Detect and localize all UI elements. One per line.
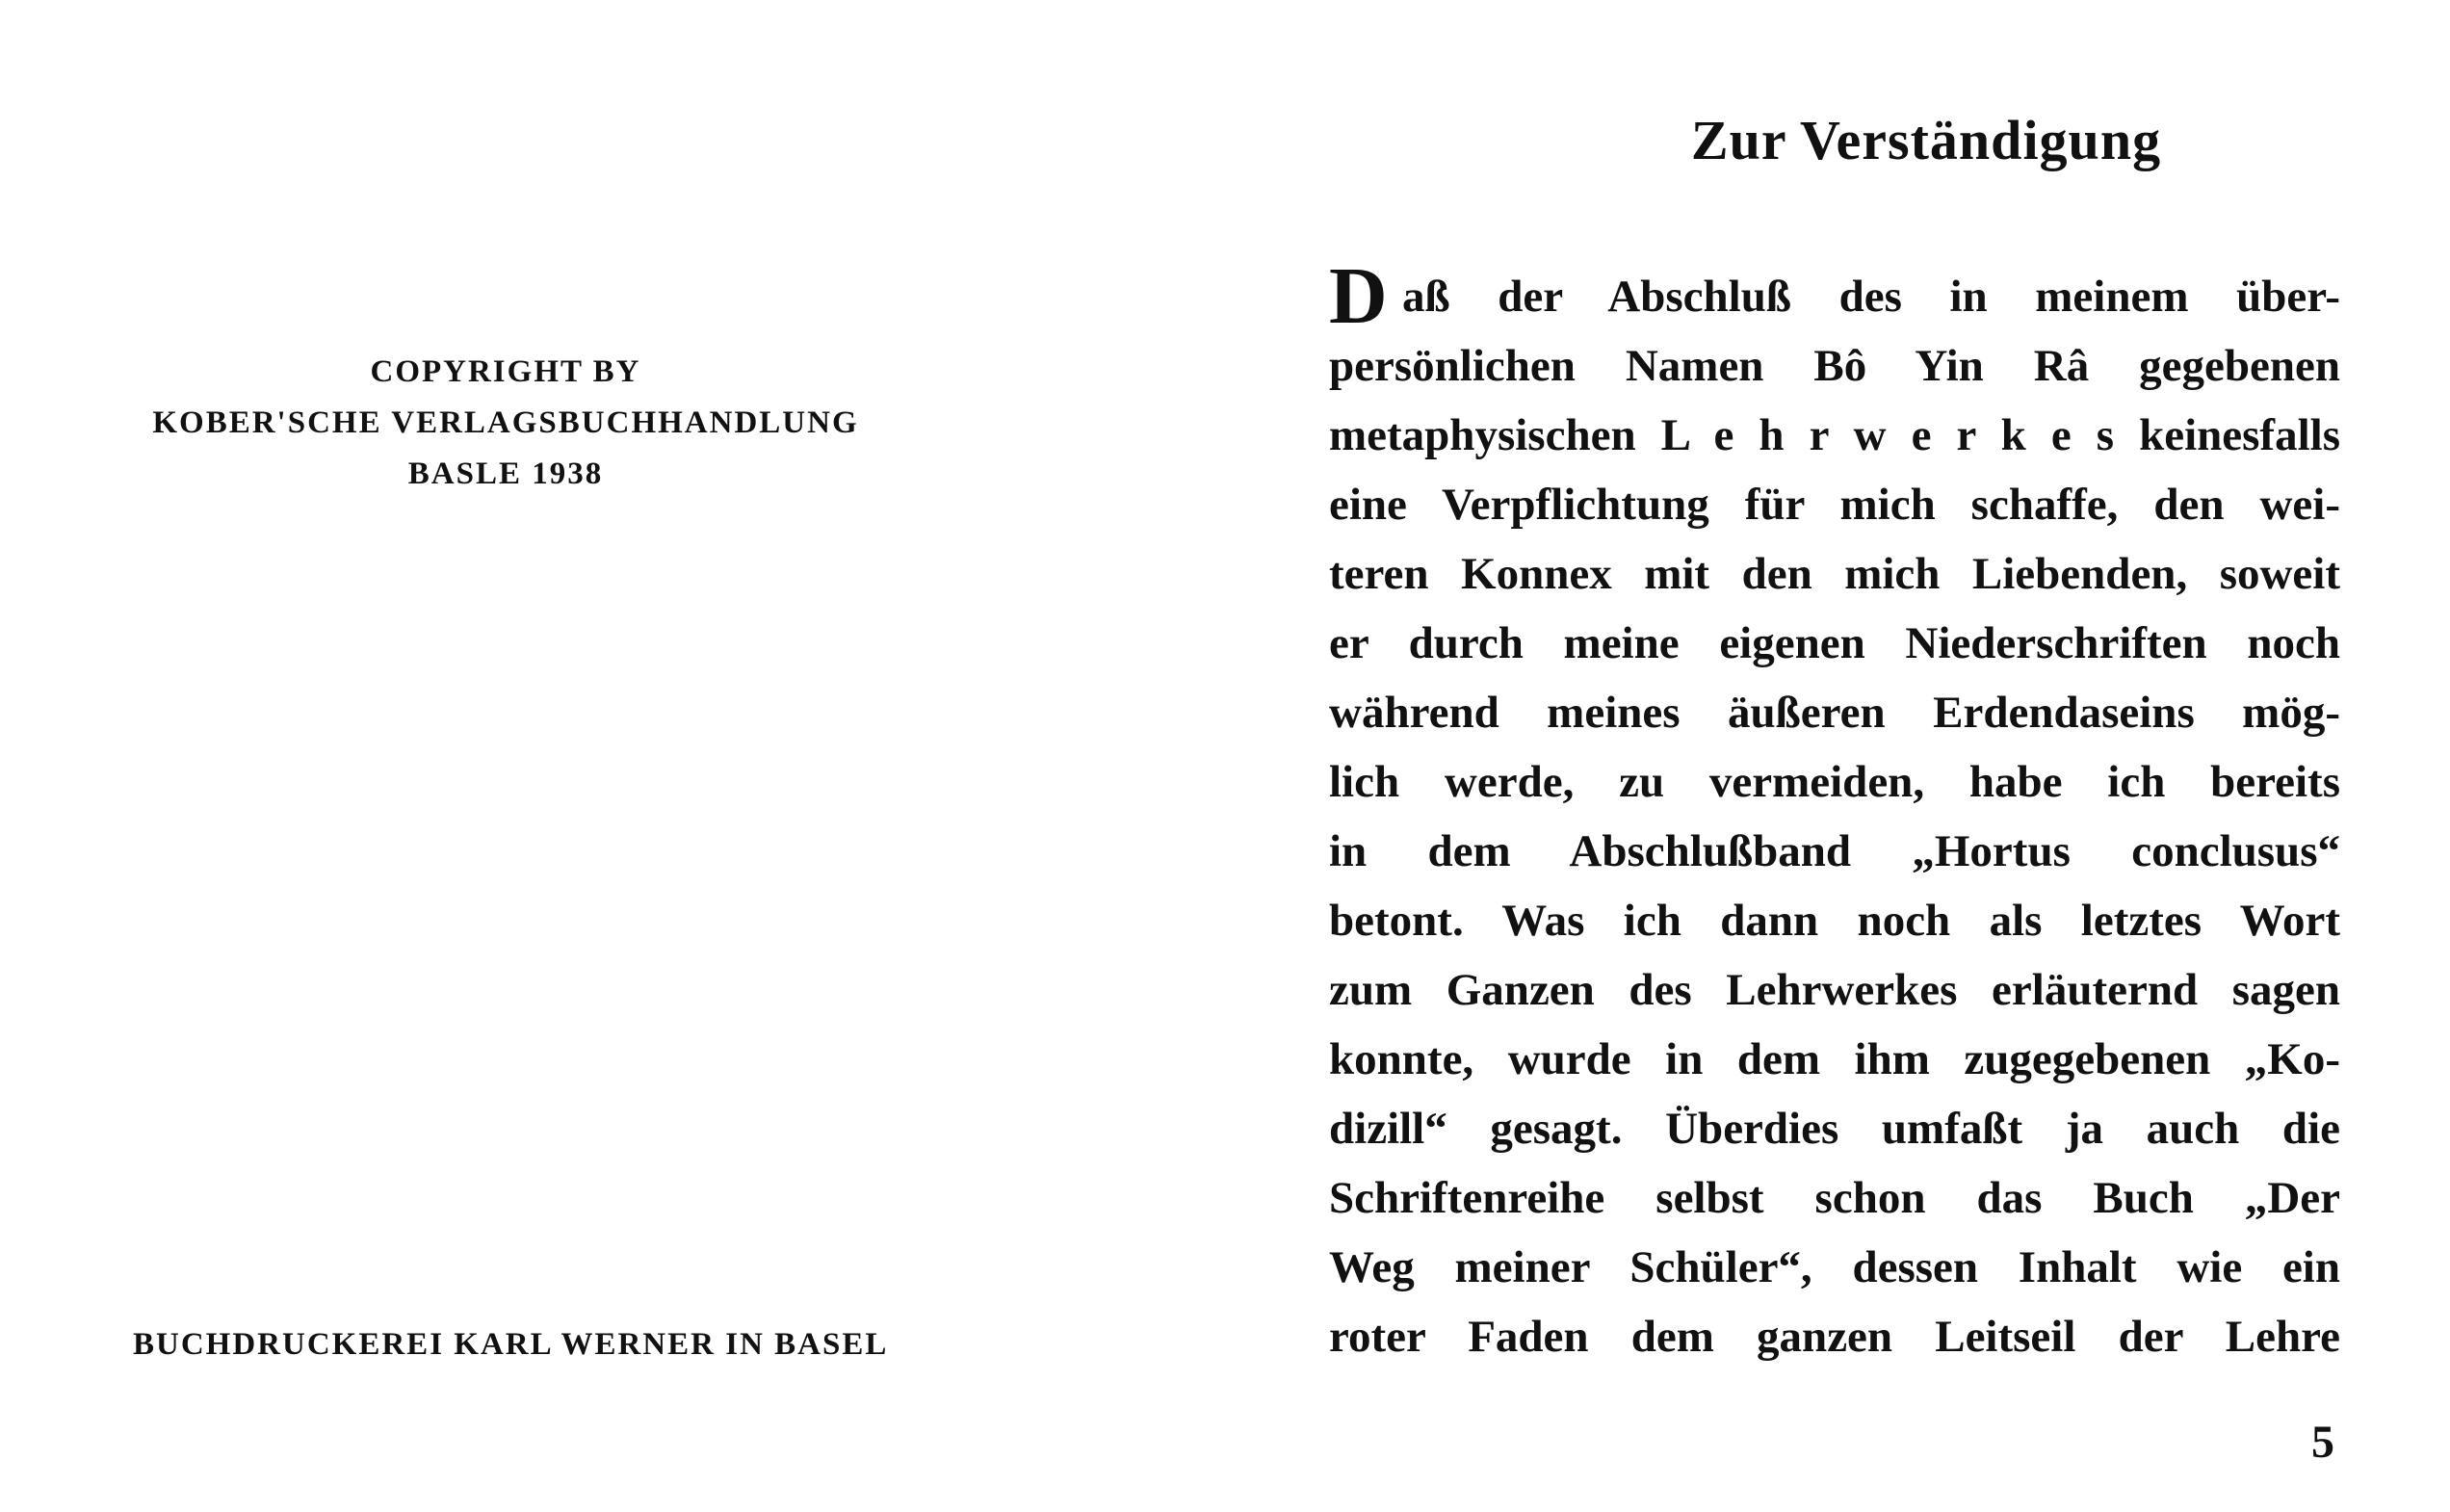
right-page: [1223, 0, 2450, 1512]
text-line: während meines äußeren Erdendaseins mög-: [1329, 688, 2340, 738]
text-line: [1329, 251, 2340, 341]
text-line: metaphysischen L e h r w e r k e s keinesfalls: [1329, 410, 2340, 460]
text-line: persönlichen Namen Bô Yin Râ gegebenen: [1329, 341, 2340, 391]
text-line: dizill“ gesagt. Überdies umfaßt ja auch die: [1329, 1104, 2340, 1154]
printer-imprint: BUCHDRUCKEREI KARL WERNER IN BASEL: [133, 1327, 889, 1362]
copyright-line: COPYRIGHT BY: [370, 354, 641, 389]
page-number: 5: [2311, 1417, 2334, 1468]
left-page: [0, 0, 1223, 1512]
text-line: in dem Abschlußband „Hortus conclusus“: [1329, 826, 2340, 876]
text-line: konnte, wurde in dem ihm zugegebenen „Ko-: [1329, 1034, 2340, 1084]
publisher-line: KOBER'SCHE VERLAGSBUCHHANDLUNG: [152, 405, 859, 440]
text-line: eine Verpflichtung für mich schaffe, den wei-: [1329, 480, 2340, 530]
text-line: teren Konnex mit den mich Liebenden, soweit: [1329, 549, 2340, 599]
text-line: Weg meiner Schüler“, dessen Inhalt wie ein: [1329, 1242, 2340, 1292]
chapter-title: Zur Verständigung: [1690, 109, 2162, 171]
place-year-line: BASLE 1938: [407, 456, 604, 491]
text-line: er durch meine eigenen Niederschriften noch: [1329, 618, 2340, 668]
drop-initial: D: [1329, 251, 1388, 341]
copyright-notice: [116, 347, 896, 500]
body-text: [1329, 251, 2340, 1371]
text-line: roter Faden dem ganzen Leitseil der Lehre: [1329, 1312, 2340, 1362]
text-line: betont. Was ich dann noch als letztes Wort: [1329, 896, 2340, 946]
text-line: lich werde, zu vermeiden, habe ich bereits: [1329, 757, 2340, 807]
text-line: Schriftenreihe selbst schon das Buch „Der: [1329, 1173, 2340, 1223]
text-line: zum Ganzen des Lehrwerkes erläuternd sagen: [1329, 965, 2340, 1015]
first-line-text: aß der Abschluß des in meinem über-: [1402, 272, 2340, 322]
